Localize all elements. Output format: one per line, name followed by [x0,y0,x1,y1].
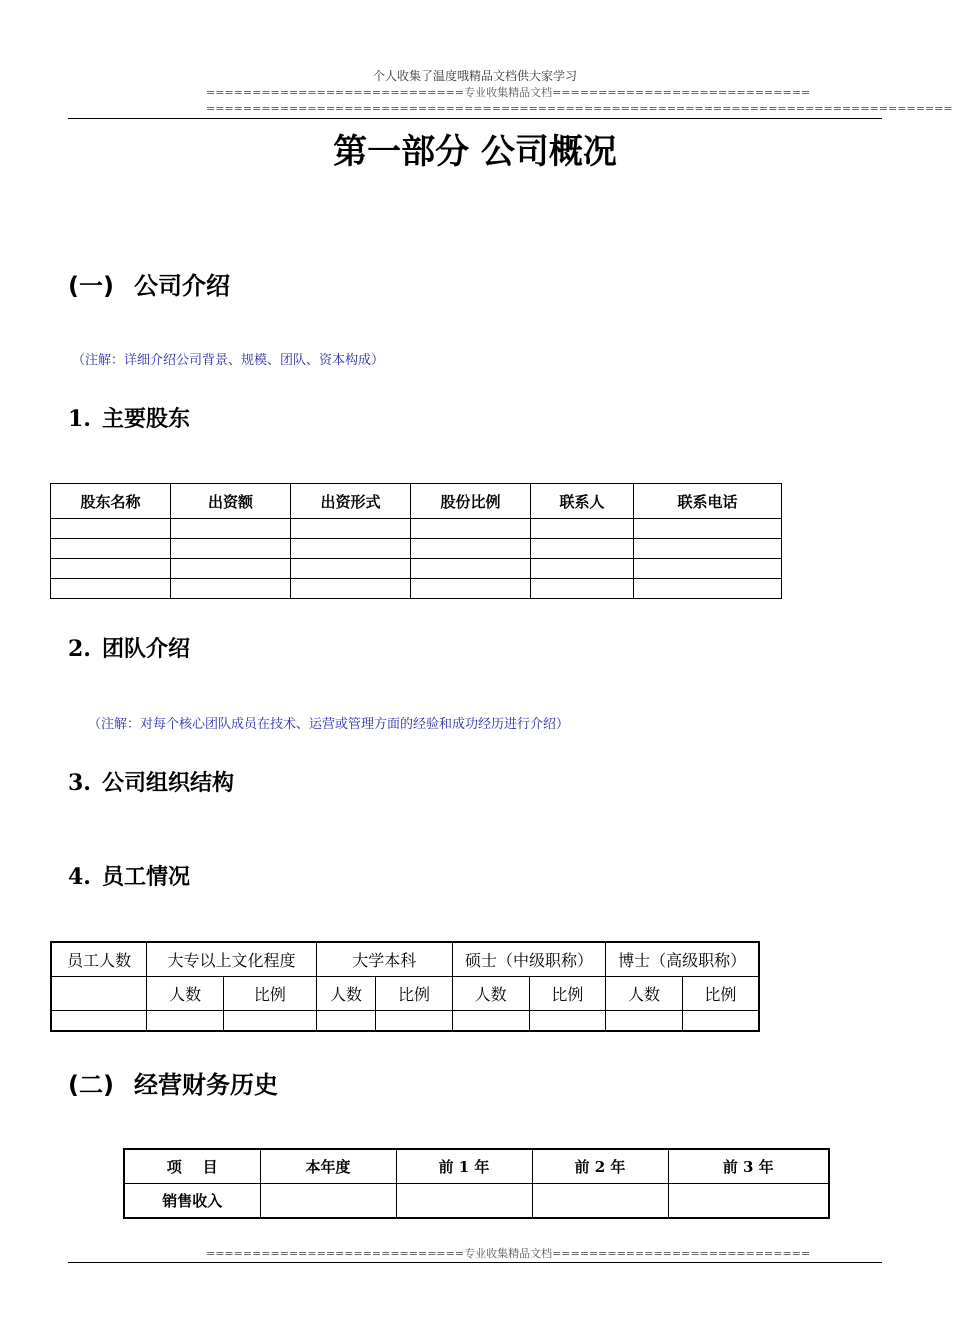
table-cell[interactable] [411,519,531,539]
subsection-heading-shareholders [68,402,190,433]
column-header: 大学本科 [316,942,452,977]
table-cell[interactable] [634,579,782,599]
table-cell[interactable] [51,559,171,579]
column-header: 本年度 [260,1149,396,1184]
table-cell[interactable] [51,539,171,559]
column-header: 硕士（中级职称） [452,942,605,977]
table-header-row [51,942,759,977]
table-subheader-row [51,977,759,1011]
table-row [51,559,782,579]
table-row [51,579,782,599]
column-header: 项 目 [124,1149,260,1184]
table-cell[interactable] [51,579,171,599]
table-cell[interactable] [223,1011,316,1032]
header-rule [68,118,882,119]
page-header-text: 个人收集了温度哦精品文档供大家学习 [372,69,577,83]
subsection-heading-org-structure [68,766,234,797]
subsection-number: 1. [68,406,91,432]
table-cell[interactable] [529,1011,606,1032]
subsection-number: 3. [68,770,91,796]
subsection-number: 2. [68,636,91,662]
table-cell[interactable] [291,519,411,539]
table-cell[interactable] [606,1011,683,1032]
table-cell[interactable] [396,1184,532,1219]
header-eq-line: ================================================================================= [206,102,953,115]
section-number: (一) [68,272,114,300]
note-team: （注解：对每个核心团队成员在技术、运营或管理方面的经验和成功经历进行介绍） [88,717,570,732]
subsection-number: 4. [68,864,91,890]
column-header: 大专以上文化程度 [147,942,316,977]
table-cell[interactable] [291,579,411,599]
column-header: 员工人数 [51,942,147,977]
table-cell[interactable] [376,1011,453,1032]
column-header: 前 2 年 [532,1149,668,1184]
column-subheader: 比例 [376,977,453,1011]
row-label: 销售收入 [124,1184,260,1219]
subsection-title: 公司组织结构 [102,770,235,796]
table-cell[interactable] [634,539,782,559]
table-cell[interactable] [171,539,291,559]
subsection-title: 员工情况 [102,864,191,890]
table-row [51,539,782,559]
subsection-heading-team [68,632,190,663]
table-cell[interactable] [411,539,531,559]
table-cell[interactable] [634,519,782,539]
column-header: 前 3 年 [668,1149,829,1184]
table-cell[interactable] [532,1184,668,1219]
table-cell[interactable] [531,519,634,539]
table-cell[interactable] [668,1184,829,1219]
subsection-heading-staff [68,860,190,891]
table-cell[interactable] [634,559,782,579]
column-header: 股份比例 [411,484,531,519]
table-cell[interactable] [411,559,531,579]
table-cell[interactable] [147,1011,224,1032]
note-company-intro: （注解：详细介绍公司背景、规模、团队、资本构成） [72,353,385,368]
section-title: 经营财务历史 [134,1071,278,1099]
section-heading-company-intro [68,266,230,301]
column-subheader: 人数 [316,977,375,1011]
page-title: 第一部分 公司概况 [333,132,617,172]
table-header-row [51,484,782,519]
header-banner: ============================专业收集精品文档============================ [206,86,811,99]
table-cell[interactable] [531,579,634,599]
footer-banner: ============================专业收集精品文档============================ [206,1247,811,1260]
subsection-title: 主要股东 [102,406,191,432]
shareholders-table [50,483,782,599]
table-cell[interactable] [260,1184,396,1219]
table-cell[interactable] [682,1011,759,1032]
section-number: (二) [68,1071,114,1099]
column-header: 出资额 [171,484,291,519]
table-cell[interactable] [171,519,291,539]
section-title: 公司介绍 [134,272,230,300]
table-cell[interactable] [452,1011,529,1032]
table-cell [51,977,147,1011]
section-heading-financial-history [68,1065,278,1100]
column-header: 博士（高级职称） [606,942,759,977]
column-subheader: 人数 [606,977,683,1011]
table-cell[interactable] [51,519,171,539]
column-header: 股东名称 [51,484,171,519]
column-header: 联系电话 [634,484,782,519]
column-subheader: 比例 [223,977,316,1011]
subsection-title: 团队介绍 [102,636,191,662]
table-cell[interactable] [51,1011,147,1032]
table-header-row [124,1149,829,1184]
table-cell[interactable] [291,559,411,579]
table-cell[interactable] [531,539,634,559]
financial-history-table [123,1148,830,1219]
column-subheader: 比例 [682,977,759,1011]
table-cell[interactable] [316,1011,375,1032]
table-cell[interactable] [291,539,411,559]
table-cell[interactable] [171,579,291,599]
column-header: 出资形式 [291,484,411,519]
table-cell[interactable] [171,559,291,579]
column-header: 联系人 [531,484,634,519]
table-row [51,519,782,539]
staff-table [50,941,760,1032]
column-header: 前 1 年 [396,1149,532,1184]
table-cell[interactable] [531,559,634,579]
column-subheader: 人数 [452,977,529,1011]
column-subheader: 比例 [529,977,606,1011]
footer-rule [68,1262,882,1263]
column-subheader: 人数 [147,977,224,1011]
table-cell[interactable] [411,579,531,599]
table-row [124,1184,829,1219]
table-row [51,1011,759,1032]
